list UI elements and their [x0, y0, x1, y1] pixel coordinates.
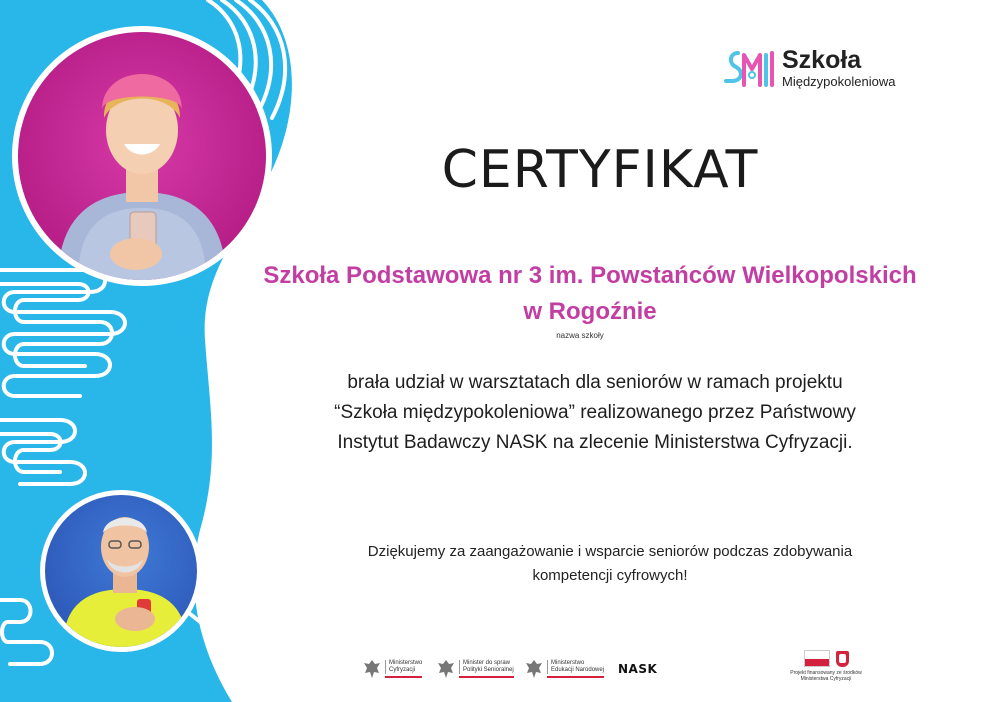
logo-label-line2: Cyfryzacji	[389, 667, 416, 673]
logo-label-line1: Minister do spraw	[463, 660, 511, 666]
logo-minister-senior-policy	[437, 656, 514, 682]
logo-label-line1: Ministerstwo	[551, 660, 585, 666]
logo-underline	[385, 676, 422, 678]
logo-label	[385, 660, 422, 674]
school-name-line1: Szkoła Podstawowa nr 3 im. Powstańców Wielkopolskich	[263, 262, 917, 289]
funding-label-line2: Ministerstwa Cyfryzacji	[800, 676, 852, 682]
logo-label-line2: Edukacji Narodowej	[551, 667, 605, 673]
logo-ministry-digital-affairs	[363, 656, 422, 682]
eagle-emblem-icon	[525, 658, 543, 680]
logo-underline	[459, 676, 514, 678]
coat-of-arms-icon	[836, 651, 849, 667]
brand-logo	[722, 44, 895, 92]
school-name-caption: nazwa szkoły	[556, 331, 604, 340]
senior-man-illustration	[45, 495, 197, 647]
logo-label	[547, 660, 604, 674]
sm-logo-icon	[722, 45, 776, 91]
certificate-title: CERTYFIKAT	[441, 140, 759, 200]
body-line-2: “Szkoła międzypokoleniowa” realizowanego przez Państwowy	[334, 402, 856, 423]
certificate-body	[280, 368, 910, 458]
thanks-message	[300, 540, 920, 588]
photo-senior-man	[40, 490, 202, 652]
thanks-line-1: Dziękujemy za zaangażowanie i wsparcie seniorów podczas zdobywania	[367, 543, 853, 560]
logo-label-line2: Polityki Senioralnej	[463, 667, 514, 673]
thanks-line-2: kompetencji cyfrowych!	[532, 567, 688, 584]
brand-name-line1: Szkoła	[782, 46, 862, 74]
logo-label	[459, 660, 514, 674]
funding-label	[784, 670, 868, 682]
body-line-3: Instytut Badawczy NASK na zlecenie Ministerstwa Cyfryzacji.	[337, 432, 853, 453]
body-line-1: brała udział w warsztatach dla seniorów w ramach projektu	[347, 372, 843, 393]
logo-nask: NASK	[618, 662, 658, 676]
eagle-emblem-icon	[437, 658, 455, 680]
funding-label-line1: Projekt finansowany ze środków	[790, 670, 862, 676]
logo-label-line1: Ministerstwo	[389, 660, 423, 666]
eagle-emblem-icon	[363, 658, 381, 680]
young-woman-illustration	[18, 32, 266, 280]
school-name	[205, 258, 975, 330]
polish-flag-icon	[804, 650, 830, 667]
funding-flags	[784, 650, 868, 667]
photo-young-woman	[12, 26, 272, 286]
brand-wordmark	[782, 48, 895, 88]
logo-underline	[547, 676, 604, 678]
funding-badge	[784, 650, 868, 682]
logo-ministry-education	[525, 656, 604, 682]
brand-name-line2: Międzypokoleniowa	[782, 74, 896, 89]
school-name-line2: w Rogoźnie	[523, 298, 657, 325]
